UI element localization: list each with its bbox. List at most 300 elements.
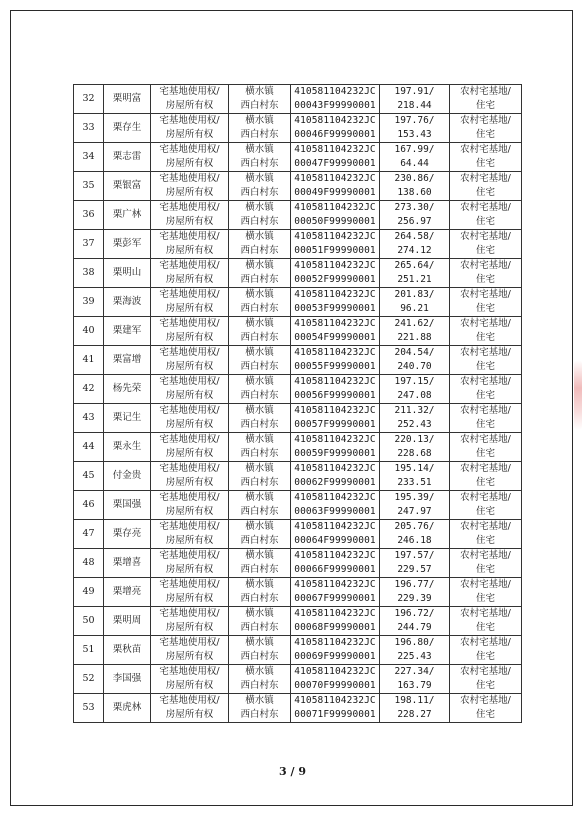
- right-type-cell-line: 房屋所有权: [165, 419, 214, 430]
- location-cell-line: 西白村东: [240, 274, 279, 285]
- unit-code-cell-line: 00055F99990001: [294, 361, 376, 372]
- seal-stamp-mark: [574, 360, 582, 430]
- land-use-cell-line: 农村宅基地/: [460, 144, 511, 155]
- area-cell-line: 221.88: [397, 332, 432, 343]
- area-cell-line: 196.80/: [394, 637, 435, 648]
- unit-code-cell: [291, 85, 380, 114]
- land-use-cell: [450, 665, 522, 694]
- location-cell: [229, 491, 291, 520]
- right-type-cell: [151, 85, 229, 114]
- row-number-cell: 37: [74, 230, 104, 259]
- unit-code-cell-line: 410581104232JC: [294, 434, 376, 445]
- unit-code-cell-line: 410581104232JC: [294, 115, 376, 126]
- land-use-cell-line: 农村宅基地/: [460, 463, 511, 474]
- area-cell-line: 230.86/: [394, 173, 435, 184]
- location-cell: [229, 230, 291, 259]
- land-use-cell-line: 农村宅基地/: [460, 289, 511, 300]
- area-cell-line: 251.21: [397, 274, 432, 285]
- right-type-cell-line: 房屋所有权: [165, 622, 214, 633]
- location-cell: [229, 375, 291, 404]
- land-use-cell-line: 农村宅基地/: [460, 173, 511, 184]
- land-use-cell-line: 住宅: [475, 564, 495, 575]
- unit-code-cell: [291, 172, 380, 201]
- row-number-cell: 32: [74, 85, 104, 114]
- right-type-cell: [151, 201, 229, 230]
- row-number-cell: 43: [74, 404, 104, 433]
- unit-code-cell-line: 410581104232JC: [294, 347, 376, 358]
- right-type-cell-line: 房屋所有权: [165, 709, 214, 720]
- right-type-cell: [151, 549, 229, 578]
- location-cell-line: 西白村东: [240, 651, 279, 662]
- unit-code-cell-line: 00050F99990001: [294, 216, 376, 227]
- location-cell: [229, 114, 291, 143]
- right-type-cell: [151, 578, 229, 607]
- table-row: [74, 230, 522, 259]
- area-cell-line: 220.13/: [394, 434, 435, 445]
- unit-code-cell-line: 410581104232JC: [294, 579, 376, 590]
- right-type-cell-line: 房屋所有权: [165, 274, 214, 285]
- land-use-cell: [450, 462, 522, 491]
- property-registration-table: [73, 84, 522, 723]
- location-cell-line: 横水镇: [245, 115, 274, 126]
- right-type-cell-line: 房屋所有权: [165, 216, 214, 227]
- area-cell-line: 196.77/: [394, 579, 435, 590]
- row-number-cell: 46: [74, 491, 104, 520]
- unit-code-cell: [291, 317, 380, 346]
- land-use-cell-line: 农村宅基地/: [460, 608, 511, 619]
- location-cell-line: 横水镇: [245, 666, 274, 677]
- location-cell: [229, 201, 291, 230]
- right-type-cell-line: 宅基地使用权/: [159, 202, 220, 213]
- area-cell: [380, 462, 450, 491]
- unit-code-cell-line: 410581104232JC: [294, 173, 376, 184]
- owner-name-cell: 栗永生: [104, 433, 151, 462]
- land-use-cell-line: 住宅: [475, 361, 495, 372]
- table-row: [74, 317, 522, 346]
- table-row: [74, 288, 522, 317]
- right-type-cell-line: 宅基地使用权/: [159, 260, 220, 271]
- right-type-cell-line: 宅基地使用权/: [159, 115, 220, 126]
- land-use-cell: [450, 549, 522, 578]
- table-row: [74, 578, 522, 607]
- table-row: [74, 85, 522, 114]
- area-cell-line: 246.18: [397, 535, 432, 546]
- location-cell-line: 横水镇: [245, 463, 274, 474]
- right-type-cell: [151, 288, 229, 317]
- table-row: [74, 375, 522, 404]
- land-use-cell-line: 住宅: [475, 651, 495, 662]
- right-type-cell: [151, 346, 229, 375]
- area-cell-line: 211.32/: [394, 405, 435, 416]
- land-use-cell: [450, 143, 522, 172]
- unit-code-cell: [291, 462, 380, 491]
- right-type-cell-line: 宅基地使用权/: [159, 173, 220, 184]
- table-row: [74, 636, 522, 665]
- area-cell: [380, 346, 450, 375]
- unit-code-cell: [291, 230, 380, 259]
- right-type-cell-line: 房屋所有权: [165, 390, 214, 401]
- unit-code-cell-line: 410581104232JC: [294, 289, 376, 300]
- table-row: [74, 694, 522, 723]
- location-cell: [229, 462, 291, 491]
- land-use-cell: [450, 491, 522, 520]
- unit-code-cell-line: 00043F99990001: [294, 100, 376, 111]
- right-type-cell: [151, 491, 229, 520]
- right-type-cell-line: 宅基地使用权/: [159, 492, 220, 503]
- area-cell-line: 197.15/: [394, 376, 435, 387]
- owner-name-cell: 栗秋苗: [104, 636, 151, 665]
- location-cell-line: 横水镇: [245, 202, 274, 213]
- area-cell-line: 229.39: [397, 593, 432, 604]
- land-use-cell: [450, 172, 522, 201]
- land-use-cell-line: 农村宅基地/: [460, 260, 511, 271]
- land-use-cell-line: 住宅: [475, 245, 495, 256]
- land-use-cell-line: 农村宅基地/: [460, 521, 511, 532]
- right-type-cell-line: 宅基地使用权/: [159, 695, 220, 706]
- table-row: [74, 172, 522, 201]
- table-body: [74, 85, 522, 723]
- unit-code-cell: [291, 433, 380, 462]
- location-cell: [229, 694, 291, 723]
- land-use-cell: [450, 114, 522, 143]
- area-cell-line: 273.30/: [394, 202, 435, 213]
- land-use-cell-line: 农村宅基地/: [460, 550, 511, 561]
- owner-name-cell: 栗广林: [104, 201, 151, 230]
- area-cell-line: 64.44: [400, 158, 429, 169]
- unit-code-cell: [291, 375, 380, 404]
- location-cell: [229, 85, 291, 114]
- unit-code-cell-line: 00051F99990001: [294, 245, 376, 256]
- owner-name-cell: 栗明山: [104, 259, 151, 288]
- area-cell: [380, 143, 450, 172]
- area-cell: [380, 607, 450, 636]
- location-cell: [229, 636, 291, 665]
- land-use-cell-line: 农村宅基地/: [460, 231, 511, 242]
- owner-name-cell: 栗存生: [104, 114, 151, 143]
- land-use-cell-line: 住宅: [475, 303, 495, 314]
- land-use-cell-line: 住宅: [475, 274, 495, 285]
- location-cell: [229, 404, 291, 433]
- location-cell-line: 西白村东: [240, 216, 279, 227]
- owner-name-cell: 栗存亮: [104, 520, 151, 549]
- right-type-cell: [151, 462, 229, 491]
- row-number-cell: 41: [74, 346, 104, 375]
- area-cell: [380, 317, 450, 346]
- right-type-cell-line: 房屋所有权: [165, 187, 214, 198]
- table-row: [74, 520, 522, 549]
- right-type-cell-line: 宅基地使用权/: [159, 289, 220, 300]
- land-use-cell-line: 住宅: [475, 187, 495, 198]
- unit-code-cell-line: 00071F99990001: [294, 709, 376, 720]
- unit-code-cell-line: 410581104232JC: [294, 695, 376, 706]
- location-cell: [229, 520, 291, 549]
- location-cell: [229, 433, 291, 462]
- area-cell-line: 252.43: [397, 419, 432, 430]
- area-cell-line: 274.12: [397, 245, 432, 256]
- owner-name-cell: 栗增喜: [104, 549, 151, 578]
- right-type-cell: [151, 520, 229, 549]
- area-cell: [380, 433, 450, 462]
- table-row: [74, 346, 522, 375]
- area-cell-line: 204.54/: [394, 347, 435, 358]
- unit-code-cell-line: 00068F99990001: [294, 622, 376, 633]
- row-number-cell: 36: [74, 201, 104, 230]
- unit-code-cell-line: 00063F99990001: [294, 506, 376, 517]
- unit-code-cell: [291, 694, 380, 723]
- unit-code-cell: [291, 114, 380, 143]
- land-use-cell-line: 住宅: [475, 593, 495, 604]
- land-use-cell-line: 农村宅基地/: [460, 318, 511, 329]
- location-cell-line: 横水镇: [245, 173, 274, 184]
- right-type-cell-line: 宅基地使用权/: [159, 318, 220, 329]
- land-use-cell-line: 农村宅基地/: [460, 115, 511, 126]
- unit-code-cell-line: 00054F99990001: [294, 332, 376, 343]
- owner-name-cell: 栗虎林: [104, 694, 151, 723]
- table-row: [74, 549, 522, 578]
- row-number-cell: 38: [74, 259, 104, 288]
- land-use-cell: [450, 288, 522, 317]
- unit-code-cell-line: 00064F99990001: [294, 535, 376, 546]
- area-cell: [380, 288, 450, 317]
- right-type-cell-line: 房屋所有权: [165, 535, 214, 546]
- unit-code-cell: [291, 288, 380, 317]
- owner-name-cell: 李国强: [104, 665, 151, 694]
- right-type-cell-line: 宅基地使用权/: [159, 666, 220, 677]
- location-cell-line: 横水镇: [245, 550, 274, 561]
- land-use-cell-line: 住宅: [475, 419, 495, 430]
- area-cell-line: 197.57/: [394, 550, 435, 561]
- location-cell-line: 西白村东: [240, 477, 279, 488]
- owner-name-cell: 栗明富: [104, 85, 151, 114]
- area-cell: [380, 259, 450, 288]
- area-cell: [380, 549, 450, 578]
- location-cell-line: 西白村东: [240, 129, 279, 140]
- land-use-cell-line: 住宅: [475, 100, 495, 111]
- area-cell-line: 241.62/: [394, 318, 435, 329]
- area-cell-line: 218.44: [397, 100, 432, 111]
- area-cell-line: 167.99/: [394, 144, 435, 155]
- unit-code-cell-line: 00056F99990001: [294, 390, 376, 401]
- right-type-cell: [151, 636, 229, 665]
- right-type-cell-line: 宅基地使用权/: [159, 637, 220, 648]
- area-cell-line: 256.97: [397, 216, 432, 227]
- area-cell-line: 229.57: [397, 564, 432, 575]
- row-number-cell: 34: [74, 143, 104, 172]
- area-cell-line: 163.79: [397, 680, 432, 691]
- unit-code-cell-line: 00067F99990001: [294, 593, 376, 604]
- location-cell-line: 西白村东: [240, 593, 279, 604]
- right-type-cell: [151, 230, 229, 259]
- row-number-cell: 51: [74, 636, 104, 665]
- owner-name-cell: 栗明周: [104, 607, 151, 636]
- right-type-cell: [151, 143, 229, 172]
- location-cell: [229, 346, 291, 375]
- right-type-cell-line: 宅基地使用权/: [159, 579, 220, 590]
- land-use-cell-line: 农村宅基地/: [460, 492, 511, 503]
- area-cell-line: 228.68: [397, 448, 432, 459]
- area-cell: [380, 491, 450, 520]
- right-type-cell: [151, 694, 229, 723]
- right-type-cell-line: 房屋所有权: [165, 303, 214, 314]
- right-type-cell: [151, 665, 229, 694]
- right-type-cell: [151, 114, 229, 143]
- owner-name-cell: 付金贵: [104, 462, 151, 491]
- area-cell-line: 197.91/: [394, 86, 435, 97]
- row-number-cell: 42: [74, 375, 104, 404]
- area-cell-line: 205.76/: [394, 521, 435, 532]
- land-use-cell-line: 农村宅基地/: [460, 347, 511, 358]
- table-row: [74, 462, 522, 491]
- location-cell-line: 横水镇: [245, 260, 274, 271]
- row-number-cell: 48: [74, 549, 104, 578]
- right-type-cell-line: 宅基地使用权/: [159, 347, 220, 358]
- land-use-cell-line: 住宅: [475, 477, 495, 488]
- right-type-cell-line: 房屋所有权: [165, 506, 214, 517]
- unit-code-cell-line: 00052F99990001: [294, 274, 376, 285]
- owner-name-cell: 栗记生: [104, 404, 151, 433]
- unit-code-cell-line: 00062F99990001: [294, 477, 376, 488]
- location-cell-line: 西白村东: [240, 303, 279, 314]
- right-type-cell-line: 宅基地使用权/: [159, 405, 220, 416]
- land-use-cell-line: 农村宅基地/: [460, 434, 511, 445]
- right-type-cell-line: 宅基地使用权/: [159, 550, 220, 561]
- land-use-cell-line: 住宅: [475, 680, 495, 691]
- area-cell-line: 138.60: [397, 187, 432, 198]
- location-cell-line: 横水镇: [245, 376, 274, 387]
- unit-code-cell-line: 00066F99990001: [294, 564, 376, 575]
- area-cell: [380, 404, 450, 433]
- land-use-cell-line: 住宅: [475, 535, 495, 546]
- row-number-cell: 35: [74, 172, 104, 201]
- land-use-cell: [450, 230, 522, 259]
- unit-code-cell: [291, 665, 380, 694]
- unit-code-cell-line: 410581104232JC: [294, 86, 376, 97]
- location-cell-line: 西白村东: [240, 506, 279, 517]
- area-cell-line: 233.51: [397, 477, 432, 488]
- right-type-cell: [151, 404, 229, 433]
- land-use-cell: [450, 636, 522, 665]
- unit-code-cell-line: 00057F99990001: [294, 419, 376, 430]
- location-cell: [229, 172, 291, 201]
- area-cell: [380, 694, 450, 723]
- area-cell-line: 247.97: [397, 506, 432, 517]
- area-cell-line: 198.11/: [394, 695, 435, 706]
- land-use-cell-line: 农村宅基地/: [460, 202, 511, 213]
- area-cell-line: 240.70: [397, 361, 432, 372]
- land-use-cell-line: 农村宅基地/: [460, 666, 511, 677]
- right-type-cell-line: 宅基地使用权/: [159, 608, 220, 619]
- row-number-cell: 52: [74, 665, 104, 694]
- land-use-cell: [450, 346, 522, 375]
- land-use-cell-line: 住宅: [475, 216, 495, 227]
- unit-code-cell-line: 00053F99990001: [294, 303, 376, 314]
- land-use-cell-line: 住宅: [475, 158, 495, 169]
- land-use-cell-line: 农村宅基地/: [460, 376, 511, 387]
- land-use-cell-line: 农村宅基地/: [460, 405, 511, 416]
- area-cell: [380, 85, 450, 114]
- unit-code-cell-line: 410581104232JC: [294, 666, 376, 677]
- land-use-cell-line: 住宅: [475, 622, 495, 633]
- unit-code-cell-line: 410581104232JC: [294, 260, 376, 271]
- row-number-cell: 33: [74, 114, 104, 143]
- land-use-cell: [450, 694, 522, 723]
- area-cell: [380, 636, 450, 665]
- table-row: [74, 114, 522, 143]
- location-cell: [229, 549, 291, 578]
- location-cell-line: 西白村东: [240, 245, 279, 256]
- land-use-cell-line: 农村宅基地/: [460, 579, 511, 590]
- unit-code-cell-line: 410581104232JC: [294, 318, 376, 329]
- unit-code-cell: [291, 636, 380, 665]
- land-use-cell: [450, 520, 522, 549]
- location-cell: [229, 665, 291, 694]
- location-cell-line: 西白村东: [240, 100, 279, 111]
- unit-code-cell-line: 410581104232JC: [294, 492, 376, 503]
- area-cell: [380, 114, 450, 143]
- area-cell-line: 197.76/: [394, 115, 435, 126]
- land-use-cell-line: 住宅: [475, 506, 495, 517]
- owner-name-cell: 栗志雷: [104, 143, 151, 172]
- unit-code-cell: [291, 549, 380, 578]
- owner-name-cell: 栗彭军: [104, 230, 151, 259]
- right-type-cell: [151, 375, 229, 404]
- table-row: [74, 665, 522, 694]
- unit-code-cell: [291, 607, 380, 636]
- unit-code-cell: [291, 520, 380, 549]
- location-cell-line: 横水镇: [245, 405, 274, 416]
- area-cell-line: 153.43: [397, 129, 432, 140]
- unit-code-cell: [291, 201, 380, 230]
- unit-code-cell: [291, 259, 380, 288]
- right-type-cell-line: 宅基地使用权/: [159, 434, 220, 445]
- unit-code-cell-line: 00070F99990001: [294, 680, 376, 691]
- row-number-cell: 44: [74, 433, 104, 462]
- area-cell-line: 196.72/: [394, 608, 435, 619]
- row-number-cell: 49: [74, 578, 104, 607]
- unit-code-cell-line: 00047F99990001: [294, 158, 376, 169]
- right-type-cell-line: 房屋所有权: [165, 158, 214, 169]
- area-cell-line: 225.43: [397, 651, 432, 662]
- area-cell-line: 195.14/: [394, 463, 435, 474]
- location-cell: [229, 288, 291, 317]
- right-type-cell-line: 房屋所有权: [165, 129, 214, 140]
- right-type-cell: [151, 259, 229, 288]
- location-cell-line: 横水镇: [245, 637, 274, 648]
- location-cell: [229, 143, 291, 172]
- area-cell-line: 96.21: [400, 303, 429, 314]
- location-cell: [229, 317, 291, 346]
- location-cell: [229, 259, 291, 288]
- location-cell-line: 横水镇: [245, 608, 274, 619]
- location-cell-line: 西白村东: [240, 709, 279, 720]
- unit-code-cell-line: 410581104232JC: [294, 637, 376, 648]
- area-cell: [380, 578, 450, 607]
- area-cell-line: 228.27: [397, 709, 432, 720]
- table-row: [74, 143, 522, 172]
- area-cell-line: 227.34/: [394, 666, 435, 677]
- location-cell-line: 西白村东: [240, 187, 279, 198]
- table-row: [74, 607, 522, 636]
- location-cell-line: 西白村东: [240, 448, 279, 459]
- right-type-cell-line: 宅基地使用权/: [159, 231, 220, 242]
- right-type-cell-line: 宅基地使用权/: [159, 144, 220, 155]
- land-use-cell: [450, 375, 522, 404]
- unit-code-cell-line: 410581104232JC: [294, 376, 376, 387]
- unit-code-cell-line: 410581104232JC: [294, 144, 376, 155]
- owner-name-cell: 栗建军: [104, 317, 151, 346]
- area-cell-line: 244.79: [397, 622, 432, 633]
- location-cell: [229, 578, 291, 607]
